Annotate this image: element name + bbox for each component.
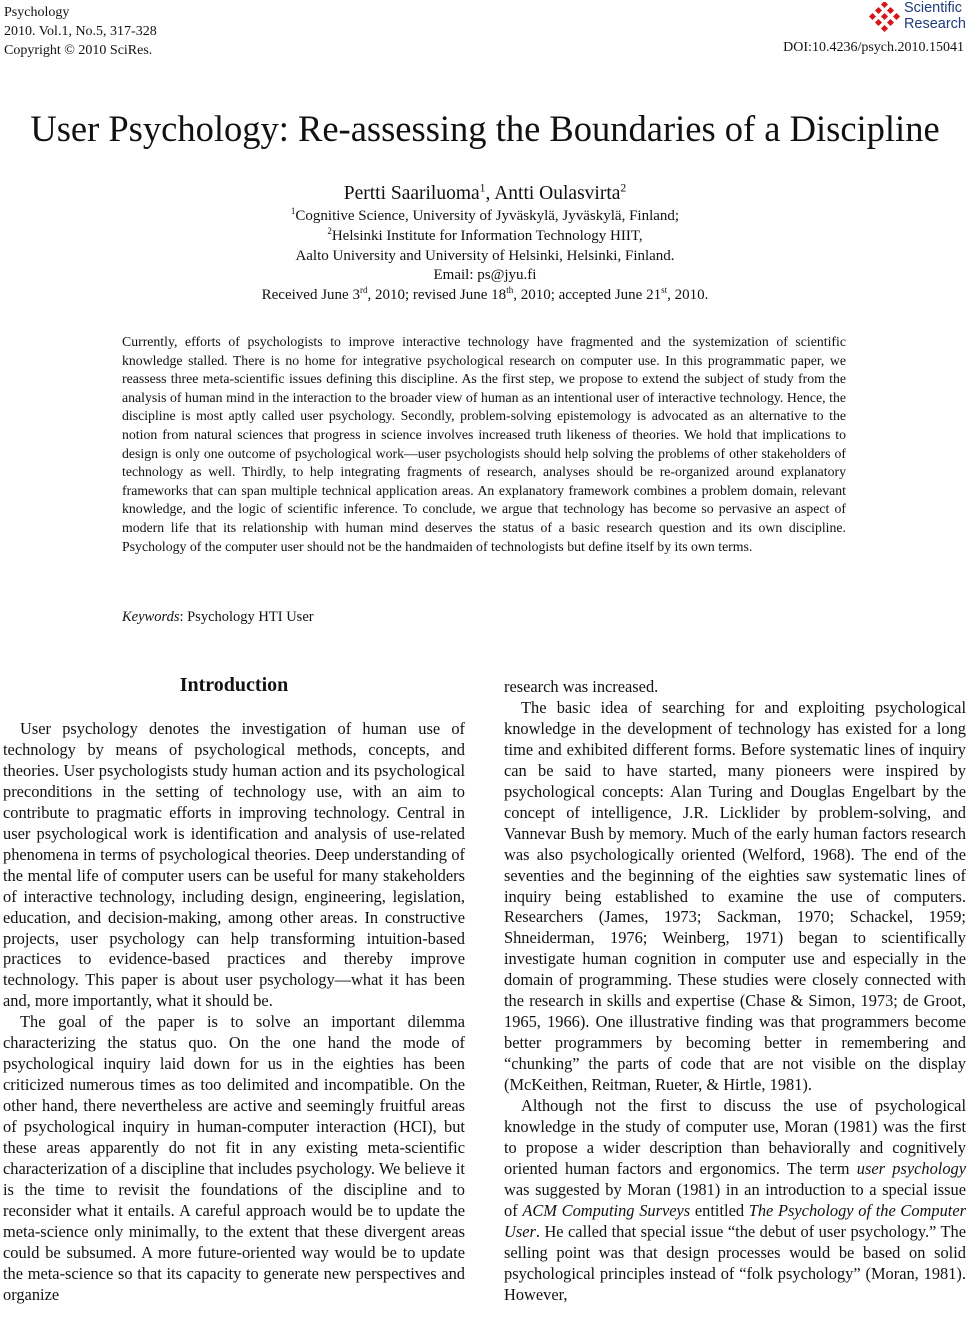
issue-title-ref: The Psychology of the Computer User [504,1200,966,1241]
keywords [122,609,314,626]
abstract: Currently, efforts of psychologists to improve interactive technology have fragmented and the systemization of scientific knowledge stalled. There is no home for integrative psychological research on computer use. In this programmatic paper, we reassess three meta-scientific issues defining this discipline. As the first step, we propose to extend the subject of study from the analysis of human mind in the interaction to the broader view of human as an intentional user of interactive technology. Hence, the discipline is most aptly called user psychology. Secondly, problem-solving epistemology is advocated as an alternative to the notion from natural sciences that progress in science involves increased truth likeness of theories. We hold that implications to design is only one outcome of psychological work—user psychologists should help solving the problems of other stakeholders of technology as well. Thirdly, to help integrating fragments of research, analyses should be re-organized around explanatory frameworks that can span multiple technical application areas. An explanatory framework combines a problem domain, relevant knowledge, and the logic of scientific inference. To conclude, we argue that technology has become so pervasive an aspect of modern life that its relationship with human mind deserves the status of a basic research question and its own discipline. Psychology of the computer user should not be the handmaiden of technologists but define itself by its own terms. [122,334,846,554]
publisher-logo-text: Scientific Research [903,0,966,32]
journal-title-ref: ACM Computing Surveys [522,1200,691,1220]
paragraph-continued: research was increased. [504,677,659,696]
paragraph: The goal of the paper is to solve an important dilemma characterizing the status quo. On the one hand the mode of psychological inquiry laid down for us in the eighties has been criticized numerous times as too delimited and incompatible. On the other hand, there nevertheless are active and seemingly fruitful areas of psychological inquiry in human-computer interaction (HCI), but these areas apparently do not fit in any existing meta-scientific characterization of a discipline that includes psychology. We believe it is the time to revisit the foundations of the discipline and to reconsider what it entails. A careful approach would be to update the meta-science only minimally, to the extent that these divergent areas could be subsumed. A more future-oriented way would be to update the meta-science so that its capacity to generate new perspectives and organize [3,1012,465,1304]
keywords-value: : Psychology HTI User [179,609,314,625]
term-user-psychology: user psychology [856,1158,967,1178]
author-2-affil-sup: 2 [620,181,627,195]
affiliation-2-cont: Aalto University and University of Helsinki, Helsinki, Finland. [295,247,675,264]
author-2: Antti Oulasvirta [494,183,621,204]
journal-header [4,3,157,60]
affiliation-1: $^1$Cognitive Science, University of Jyväskylä, Jyväskylä, Finland; [290,206,680,224]
author-1-affil-sup: 1 [479,181,486,195]
section-heading-introduction: Introduction [179,674,289,696]
paragraph: The basic idea of searching for and exploiting psychological knowledge in the development of technology has existed for a long time and exhibited different forms. Before systematic lines of inquiry can be said to have started, many pioneers were inspired by psychological concepts: Alan Turing and Douglas Engelbart by the concept of intelligence, J.R. Licklider by problem-solving, and Vannevar Bush by memory. Much of the early human factors research was also psychologically oriented (Welford, 1968). The end of the seventies and the beginning of the eighties saw systematic lines of inquiry being established to examine the use of computers. Researchers (James, 1973; Sackman, 1970; Schackel, 1959; Shneiderman, 1976; Weinberg, 1971) began to scientifically investigate human cognition in computer use and especially in the domain of programming. These studies were closely connected with the research in skills and expertise (Chase & Simon, 1973; de Groot, 1965, 1966). One illustrative finding was that programmers become better programmers by becoming better in remembering and “chunking” the parts of code that are not visible on the display (McKeithen, Reitman, Rueter, & Hirtle, 1981). [504,697,966,1095]
scirp-logo-icon [869,2,901,32]
received-dates: Received June 3rd, 2010; revised June 18th, 2010; accepted June 21st, 2010. [261,285,709,304]
journal-copyright: Copyright © 2010 SciRes. [4,43,153,58]
right-column [504,677,966,1306]
affiliation-2: $^2$Helsinki Institute for Information Technology HIIT, [327,225,643,244]
affiliations [0,207,970,306]
author-email: Email: ps@jyu.fi [433,267,537,284]
paragraph: User psychology denotes the investigation of human use of technology by means of psychological methods, concepts, and theories. User psychologists study human action and its psychological preconditions in the setting of technology use, with an aim to contribute to pragmatic efforts in improving technology. Central in user psychological work is identification and analysis of use-related phenomena in terms of psychological theories. Deep understanding of the mental life of computer users can be useful for many stakeholders of interactive technology, including design, engineering, legislation, education, and decision-making, among other areas. In constructive projects, user psychology can help transforming intuition-based practices to evidence-based practices and thereby improve technology. This paper is about user psychology—what it has been and, more importantly, what it should be. [3,719,465,1011]
journal-name: Psychology [4,5,70,20]
keywords-label: Keywords [122,609,180,625]
journal-volume: 2010. Vol.1, No.5, 317-328 [4,24,157,39]
author-1: Pertti Saariluoma [343,183,480,204]
paper-title: User Psychology: Re-assessing the Boundaries of a Discipline [30,108,940,149]
doi: DOI:10.4236/psych.2010.15041 [783,40,964,55]
left-column [3,719,465,1306]
paragraph: Although not the first to discuss the use of psychological knowledge in the study of computer use, Moran (1981) was the first to propose a wider description than behaviorally and cognitively oriented human factors and ergonomics. The term user psychology was suggested by Moran (1981) in an introduction to a special issue of ACM Computing Surveys entitled The Psychology of the Computer User. He called that special issue “the debut of user psychology.” The selling point was that design processes would be based on solid psychological principles instead of “folk psychology” (Moran, 1981). However, [504,1096,967,1304]
author-line: Pertti Saariluoma$^1$, Antti Oulasvirta$^2$ [343,181,627,204]
publisher-logo [869,0,966,32]
